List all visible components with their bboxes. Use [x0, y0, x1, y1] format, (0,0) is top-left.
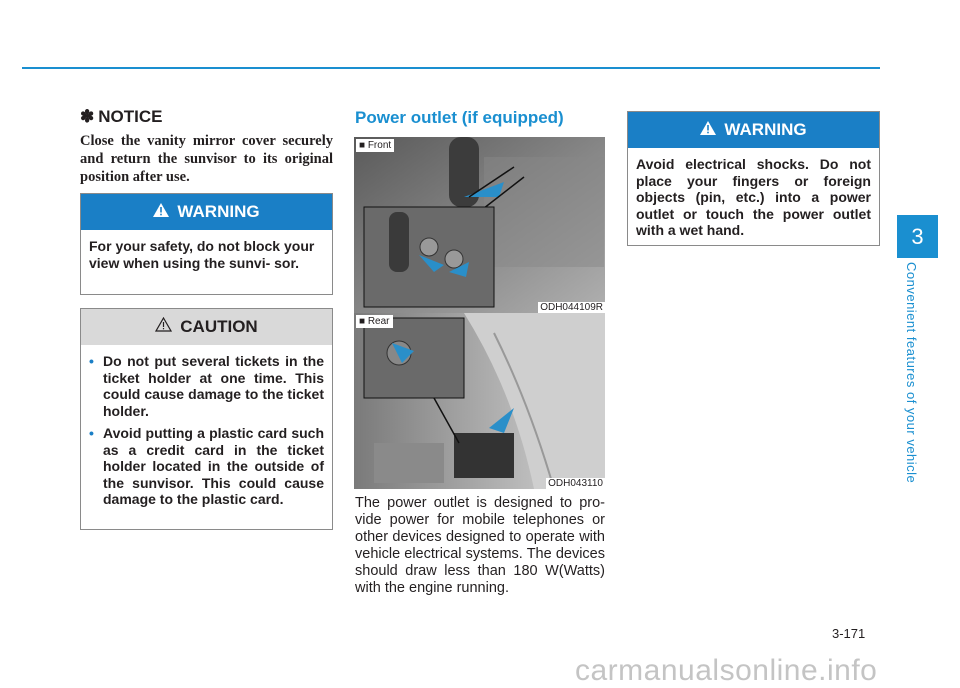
caution-triangle-icon	[155, 317, 172, 337]
rear-outlet-photo	[354, 313, 605, 489]
caution-item-text: Do not put several tickets in the ticket holder at one time. This could cause damage to the ticket holder.	[103, 353, 324, 419]
warning-header	[81, 194, 332, 230]
notice-symbol: ✽	[80, 107, 95, 126]
section-title: Power outlet (if equipped)	[355, 108, 564, 127]
chapter-title: Convenient features of your vehicle	[904, 262, 919, 484]
power-outlet-description: The power outlet is designed to pro- vide power for mobile telephones or other devices designed to operate with vehicle electrical systems. The devices should draw less than 180 W(Watts) with the engine running.	[355, 495, 605, 596]
warning-header	[628, 112, 879, 148]
front-label: ■ Front	[356, 139, 394, 152]
caution-header	[81, 309, 332, 345]
warning-box-outlet	[627, 111, 880, 246]
header-rule	[22, 67, 880, 69]
notice-title	[80, 107, 162, 127]
warning-text: Avoid electrical shocks. Do not place your fingers or foreign objects (pin, etc.) into a power outlet or touch the power outlet with a wet hand.	[636, 156, 871, 238]
warning-box-sunvisor	[80, 193, 333, 295]
chapter-tab: 3	[897, 215, 938, 258]
rear-photo-code: ODH043110	[548, 478, 603, 489]
caution-list	[81, 345, 332, 522]
warning-title: WARNING	[724, 120, 807, 139]
caution-box	[80, 308, 333, 530]
notice-text: Close the vanity mirror cover securely and return the sunvisor to its original position after use.	[80, 133, 333, 185]
warning-triangle-icon	[153, 202, 169, 222]
page-number: 3-171	[832, 626, 866, 641]
front-photo-code: ODH044109R	[540, 302, 603, 313]
caution-item-text: Avoid putting a plastic card such as a credit card in the ticket holder located in the outside of the sunvisor. This could cause damage to the plastic card.	[103, 425, 324, 507]
warning-triangle-icon	[700, 120, 716, 140]
rear-label: ■ Rear	[356, 315, 393, 328]
warning-title: WARNING	[177, 202, 260, 221]
caution-item: • Avoid putting a plastic card such as a credit card in the ticket holder located in the outside of the sunvisor. This could cause damage to the plastic card.	[89, 425, 324, 507]
warning-text: For your safety, do not block your view when using the sunvi- sor.	[89, 238, 315, 271]
caution-title: CAUTION	[180, 317, 258, 336]
watermark: carmanualsonline.info	[575, 654, 878, 687]
notice-title-text: NOTICE	[98, 107, 163, 126]
front-outlet-photo	[354, 137, 605, 313]
caution-item: • Do not put several tickets in the ticket holder at one time. This could cause damage to the ticket holder.	[89, 353, 324, 419]
